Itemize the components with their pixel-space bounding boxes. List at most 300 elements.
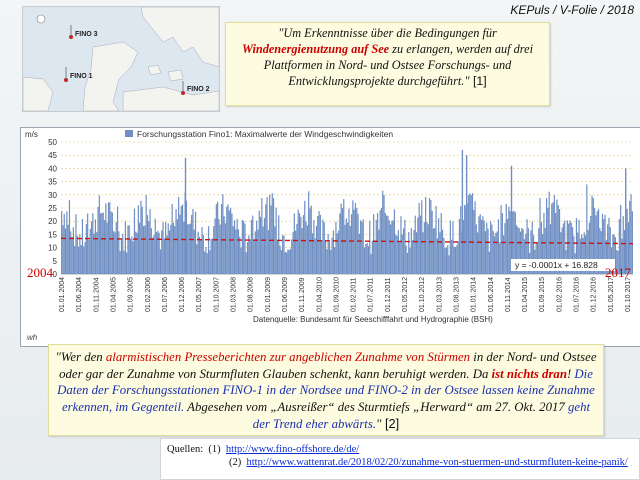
bar [217, 202, 218, 274]
map-label-fino2: FINO 2 [187, 86, 210, 93]
bar [372, 241, 373, 274]
bar [365, 244, 366, 274]
bar [445, 248, 446, 274]
bar [484, 221, 485, 274]
bar [508, 207, 509, 274]
source-1-num: (1) [208, 444, 221, 455]
bar [107, 222, 108, 274]
bar [437, 238, 438, 274]
x-tick-label: 01.10.2012 [419, 276, 427, 312]
bar [307, 225, 308, 274]
bar [231, 214, 232, 274]
bar [317, 216, 318, 274]
bar [363, 219, 364, 274]
bar [338, 231, 339, 274]
bar [337, 233, 338, 274]
quote-box-bottom [48, 344, 604, 436]
bar [425, 197, 426, 274]
x-tick-label: 01.05.2012 [402, 276, 410, 312]
bar [455, 247, 456, 274]
bar [233, 226, 234, 274]
bar [286, 252, 287, 274]
bar [316, 226, 317, 274]
sources-label: Quellen: [167, 444, 204, 455]
source-1-link[interactable]: http://www.fino-offshore.de/de/ [225, 444, 360, 455]
bar [79, 234, 80, 274]
bar [471, 195, 472, 274]
bar [200, 240, 201, 274]
bar [373, 214, 374, 274]
bar [92, 213, 93, 274]
bar [143, 226, 144, 274]
bar [68, 225, 69, 274]
y-tick-label: 45 [48, 151, 57, 161]
bar [351, 214, 352, 274]
sources-box [160, 438, 640, 480]
quote1-ref: [1] [469, 73, 487, 88]
bar [472, 193, 473, 274]
bar [486, 223, 487, 274]
bar [157, 231, 158, 274]
bar [142, 207, 143, 274]
bar [311, 206, 312, 274]
bar [212, 238, 213, 274]
bar [179, 214, 180, 274]
bar [407, 253, 408, 274]
bar [169, 230, 170, 274]
quote1-highlight: Windenergienutzung auf See [241, 41, 390, 56]
bar [198, 232, 199, 274]
x-tick-label: 01.05.2007 [196, 276, 204, 312]
bar [305, 222, 306, 274]
bar [257, 230, 258, 274]
bar [268, 230, 269, 274]
bar [364, 247, 365, 274]
bar [170, 225, 171, 274]
bar [216, 204, 217, 274]
bar [300, 217, 301, 274]
bar [134, 209, 135, 274]
bar [325, 241, 326, 274]
bar [251, 220, 252, 274]
bar [240, 248, 241, 274]
bar [156, 232, 157, 274]
bar [451, 240, 452, 274]
x-tick-label: 01.03.2008 [230, 276, 238, 312]
bar [406, 245, 407, 274]
source-2-link[interactable]: http://www.wattenrat.de/2018/02/20/zunahme-von-stuermen-und-sturmfluten-keine-panik/ [246, 457, 628, 468]
source-2-num: (2) [229, 457, 242, 468]
bar [333, 230, 334, 274]
peak-bar [466, 155, 467, 274]
bar [620, 205, 621, 274]
bar [263, 226, 264, 274]
bar [502, 213, 503, 274]
bar [312, 233, 313, 274]
bar [214, 218, 215, 274]
bar [211, 239, 212, 274]
bar [298, 210, 299, 274]
x-tick-label: 01.06.2009 [281, 276, 289, 312]
bar [324, 222, 325, 274]
axis-footnote: wh [27, 333, 38, 342]
y-tick-label: 40 [48, 164, 57, 174]
y-tick-label: 30 [48, 190, 57, 200]
bar [417, 217, 418, 274]
bar [123, 251, 124, 274]
bar [75, 214, 76, 274]
bar [335, 222, 336, 274]
bar [421, 200, 422, 274]
bar [499, 243, 500, 274]
bar [203, 235, 204, 274]
bar [389, 220, 390, 274]
y-tick-label: 25 [48, 204, 57, 213]
bar [497, 231, 498, 274]
bar [178, 197, 179, 274]
bar [276, 208, 277, 274]
bar [201, 227, 202, 274]
bar [347, 223, 348, 274]
y-tick-label: 50 [48, 138, 57, 147]
x-tick-label: 01.04.2010 [316, 276, 324, 312]
bar [330, 250, 331, 274]
bar [66, 211, 67, 274]
bar [424, 222, 425, 274]
bar [90, 229, 91, 274]
bar [99, 195, 100, 274]
bar [370, 254, 371, 274]
source-row-1 [167, 443, 633, 456]
bar [195, 212, 196, 274]
bar [630, 194, 631, 274]
bar [218, 219, 219, 274]
bar [326, 249, 327, 274]
bar [135, 232, 136, 274]
bar [153, 235, 154, 274]
bar [412, 240, 413, 274]
bar [120, 251, 121, 274]
bar [260, 217, 261, 274]
bar [108, 203, 109, 274]
bar [489, 252, 490, 274]
bar [450, 220, 451, 274]
bar [434, 228, 435, 274]
peak-bar [625, 168, 626, 274]
bar [469, 193, 470, 274]
bar [205, 247, 206, 274]
bar [422, 232, 423, 274]
bar [246, 252, 247, 274]
bar [209, 250, 210, 274]
bar [103, 213, 104, 274]
bar [283, 235, 284, 274]
bar [321, 240, 322, 274]
quote2-s9: " [376, 416, 382, 431]
bar [481, 220, 482, 274]
bar [357, 214, 358, 274]
bar [443, 238, 444, 274]
x-tick-label: 01.11.2004 [93, 277, 101, 312]
bar [441, 213, 442, 274]
peak-bar [511, 166, 512, 274]
bar [84, 242, 85, 274]
x-tick-label: 01.05.2017 [607, 276, 615, 312]
x-tick-label: 01.01.2004 [59, 276, 66, 312]
x-tick-label: 01.07.2011 [367, 277, 375, 312]
bar [380, 210, 381, 274]
bar [221, 204, 222, 274]
bar [385, 213, 386, 274]
bar [493, 231, 494, 274]
x-tick-label: 01.02.2016 [556, 276, 564, 312]
bar [315, 238, 316, 274]
bar [491, 225, 492, 274]
bar [376, 220, 377, 274]
bar [149, 209, 150, 274]
bar [165, 222, 166, 274]
bar [139, 223, 140, 274]
bar [506, 204, 507, 274]
y-tick-label: 0 [52, 270, 57, 279]
bar [433, 229, 434, 274]
y-tick-label: 5 [52, 256, 57, 266]
bar [387, 216, 388, 274]
bar [281, 250, 282, 274]
bar [386, 216, 387, 274]
chart-grid [61, 142, 633, 274]
bar [220, 225, 221, 274]
bar [264, 218, 265, 274]
trend-equation: y = -0.0001x + 16.828 [515, 260, 598, 270]
bar [490, 221, 491, 274]
bar [459, 219, 460, 274]
bar [166, 236, 167, 274]
bar [87, 214, 88, 274]
bar [377, 213, 378, 274]
bar [243, 221, 244, 274]
bar [452, 221, 453, 274]
bar [500, 205, 501, 274]
bar [318, 211, 319, 274]
y-tick-label: 10 [48, 243, 57, 253]
quote2-alarm: alarmistischen Presseberichten zur angeblichen Zunahme von Stürmen [105, 350, 471, 364]
bar [256, 221, 257, 274]
bar [278, 215, 279, 274]
bar [289, 250, 290, 274]
quote2-data-claim: Die Daten der Forschungsstationen FINO-1 in der Nordsee und FINO-2 in der Ostsee lassen keine Zunahme erkennen, im Gegenteil. [57, 366, 595, 414]
year-tag-end: 2017 [605, 265, 631, 280]
bar [343, 199, 344, 274]
bar [442, 230, 443, 274]
bar [495, 233, 496, 274]
bar [177, 219, 178, 274]
bar [130, 239, 131, 274]
trend-line [61, 238, 633, 243]
bar [629, 201, 630, 274]
bar [110, 211, 111, 274]
bar [253, 240, 254, 274]
year-tag-start: 2004 [27, 265, 53, 280]
bar [269, 195, 270, 274]
bar [114, 232, 115, 274]
bar [273, 198, 274, 274]
bar [204, 252, 205, 274]
x-tick-label: 01.12.2006 [179, 276, 187, 312]
bar [230, 208, 231, 274]
bar [287, 250, 288, 274]
bar [402, 235, 403, 274]
bar [296, 224, 297, 274]
bar [474, 201, 475, 274]
bar [225, 223, 226, 274]
bar [192, 209, 193, 274]
bar [78, 247, 79, 274]
bar [234, 220, 235, 274]
bar [334, 247, 335, 274]
bar [88, 240, 89, 274]
bar [265, 204, 266, 274]
map-label-fino1: FINO 1 [70, 73, 93, 80]
bar [91, 221, 92, 274]
bar [164, 239, 165, 274]
bar [291, 239, 292, 274]
bar [378, 230, 379, 274]
x-tick-label: 01.10.2017 [625, 276, 632, 312]
bar [248, 235, 249, 274]
bar [62, 225, 63, 274]
bar [61, 211, 62, 274]
bar [227, 204, 228, 274]
bar [235, 229, 236, 274]
bar [354, 210, 355, 274]
bar [222, 194, 223, 274]
bar [430, 200, 431, 274]
bar [77, 236, 78, 274]
bar [404, 220, 405, 274]
bar [374, 241, 375, 274]
quote2-ref: [2] [381, 415, 400, 431]
x-tick-label: 01.07.2016 [573, 276, 581, 312]
bar [360, 220, 361, 274]
bar [247, 242, 248, 274]
bar [498, 219, 499, 274]
bar [308, 191, 309, 274]
bar [341, 204, 342, 274]
quote-box-top [225, 22, 550, 106]
bar [126, 252, 127, 274]
bar [121, 238, 122, 274]
bar [292, 232, 293, 274]
bar [435, 206, 436, 274]
bar [290, 249, 291, 274]
bar [95, 219, 96, 274]
y-tick-label: 15 [48, 230, 57, 240]
chart-canvas [21, 128, 640, 346]
bar [482, 216, 483, 274]
peak-bar [462, 150, 463, 274]
bar [104, 220, 105, 274]
bar [207, 253, 208, 274]
bar [480, 214, 481, 274]
bar [464, 205, 465, 274]
data-source-label: Datenquelle: Bundesamt für Seeschifffahrt und Hydrographie (BSH) [253, 315, 493, 324]
bar [122, 234, 123, 274]
x-tick-label: 01.12.2011 [384, 277, 392, 312]
bar [476, 224, 477, 274]
bar [367, 243, 368, 274]
bar [127, 226, 128, 274]
chart-x-ticks [59, 277, 632, 312]
bar [359, 234, 360, 274]
bar [250, 239, 251, 274]
bar [504, 223, 505, 274]
bar [117, 206, 118, 274]
bar [160, 249, 161, 274]
bar [416, 232, 417, 274]
bar [282, 235, 283, 274]
quote2-nothing: ist nichts dran [491, 366, 567, 381]
bar [477, 232, 478, 274]
bar [174, 226, 175, 274]
bar [229, 210, 230, 274]
x-tick-label: 01.07.2006 [161, 276, 169, 312]
bar [383, 195, 384, 274]
bar [460, 206, 461, 274]
bar [448, 255, 449, 274]
y-tick-label: 20 [48, 217, 57, 227]
bar [419, 203, 420, 274]
bar [97, 207, 98, 274]
bar [478, 216, 479, 274]
bar [272, 193, 273, 274]
bar [118, 231, 119, 274]
bar [208, 226, 209, 274]
bar [172, 204, 173, 274]
bar [129, 225, 130, 274]
bar [446, 248, 447, 274]
bar [632, 211, 633, 274]
bar [144, 225, 145, 274]
bar [355, 203, 356, 274]
bar [187, 224, 188, 274]
bar [94, 234, 95, 274]
quote1-part2: zu erlangen, werden auf drei Plattformen in Nord- und Ostsee Forschungs- und Entwicklungsprojekte durchgeführt." [263, 41, 534, 88]
bar [113, 231, 114, 274]
bar [196, 244, 197, 274]
bar [426, 222, 427, 274]
bar [277, 240, 278, 274]
bar [503, 235, 504, 274]
quote2-s5: ! [566, 366, 575, 381]
bar [226, 207, 227, 274]
bar [152, 238, 153, 274]
bar [350, 226, 351, 274]
bar [146, 195, 147, 274]
bar [73, 227, 74, 274]
bar [173, 223, 174, 274]
bar [368, 246, 369, 274]
bar [140, 201, 141, 274]
bar [285, 252, 286, 274]
bar [447, 245, 448, 274]
bar [133, 241, 134, 274]
bar [279, 246, 280, 274]
quote1-part1: "Um Erkenntnisse über die Bedingungen für [278, 26, 497, 40]
bar [415, 216, 416, 274]
bar [168, 223, 169, 274]
bar [199, 237, 200, 274]
